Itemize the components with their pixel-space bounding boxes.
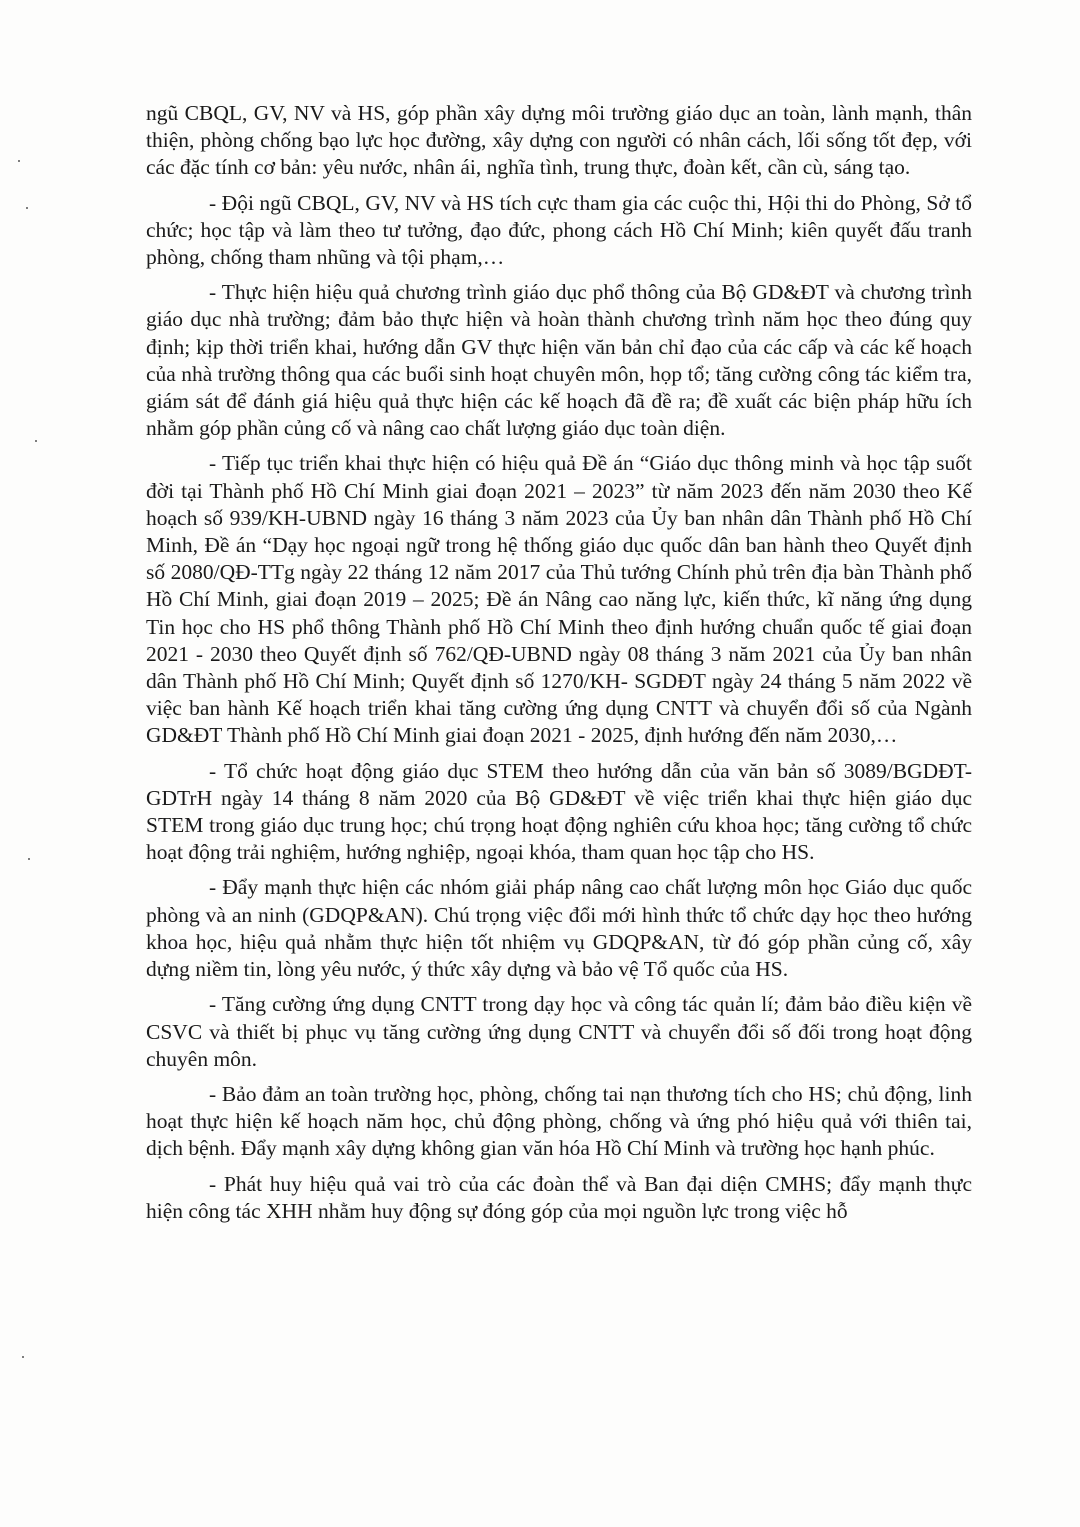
paragraph-continuation: ngũ CBQL, GV, NV và HS, góp phần xây dựng môi trường giáo dục an toàn, lành mạnh, thân thiện, phòng chống bạo lực học đường, xây dựng con người có nhân cách, lối sống tốt đẹp, với các đặc tính cơ bản: yêu nước, nhân ái, nghĩa tình, trung thực, đoàn kết, cần cù, sáng tạo. <box>146 101 972 180</box>
paragraph-cntt: - Tăng cường ứng dụng CNTT trong dạy học và công tác quản lí; đảm bảo điều kiện về CSVC và thiết bị phục vụ tăng cường ứng dụng CNTT và chuyển đổi số đối trong hoạt động chuyên môn. <box>146 992 972 1071</box>
document-body <box>146 100 972 1233</box>
paragraph-stem: - Tổ chức hoạt động giáo dục STEM theo hướng dẫn của văn bản số 3089/BGDĐT-GDTrH ngày 14 tháng 8 năm 2020 của Bộ GD&ĐT về việc triển khai thực hiện giáo dục STEM trong giáo dục trung học; chú trọng hoạt động nghiên cứu khoa học; tăng cường tổ chức hoạt động trải nghiệm, hướng nghiệp, ngoại khóa, tham quan học tập cho HS. <box>146 758 972 865</box>
paragraph-contests: - Đội ngũ CBQL, GV, NV và HS tích cực tham gia các cuộc thi, Hội thi do Phòng, Sở tổ chức; học tập và làm theo tư tưởng, đạo đức, phong cách Hồ Chí Minh; kiên quyết đấu tranh phòng, chống tham nhũng và tội phạm,… <box>146 190 972 270</box>
paragraph-safety: - Bảo đảm an toàn trường học, phòng, chống tai nạn thương tích cho HS; chủ động, linh hoạt thực hiện kế hoạch năm học, chủ động phòng, chống và ứng phó hiệu quả với thiên tai, dịch bệnh. Đẩy mạnh xây dựng không gian văn hóa Hồ Chí Minh và trường học hạnh phúc. <box>146 1081 972 1161</box>
scan-speck <box>18 160 20 162</box>
paragraph-curriculum: - Thực hiện hiệu quả chương trình giáo dục phổ thông của Bộ GD&ĐT và chương trình giáo dục nhà trường; đảm bảo thực hiện và hoàn thành chương trình năm học theo đúng quy định; kịp thời triển khai, hướng dẫn GV thực hiện văn bản chỉ đạo của các cấp và các kế hoạch của nhà trường thông qua các buổi sinh hoạt chuyên môn, họp tổ; tăng cường công tác kiểm tra, giám sát để đánh giá hiệu quả thực hiện các kế hoạch đã đề ra; đề xuất các biện pháp hữu ích nhằm góp phần củng cố và nâng cao chất lượng giáo dục toàn diện. <box>146 280 972 441</box>
paragraph-gdqp: - Đẩy mạnh thực hiện các nhóm giải pháp nâng cao chất lượng môn học Giáo dục quốc phòng và an ninh (GDQP&AN). Chú trọng việc đổi mới hình thức tổ chức dạy học theo hướng khoa học, hiệu quả nhằm thực hiện tốt nhiệm vụ GDQP&AN, từ đó góp phần củng cố, xây dựng niềm tin, lòng yêu nước, ý thức xây dựng và bảo vệ Tổ quốc của HS. <box>146 875 972 982</box>
paragraph-organizations: - Phát huy hiệu quả vai trò của các đoàn thể và Ban đại diện CMHS; đẩy mạnh thực hiện công tác XHH nhằm huy động sự đóng góp của mọi nguồn lực trong việc hỗ <box>146 1171 972 1223</box>
scan-speck <box>28 858 30 860</box>
paragraph-smart-education: - Tiếp tục triển khai thực hiện có hiệu quả Đề án “Giáo dục thông minh và học tập suốt đời tại Thành phố Hồ Chí Minh giai đoạn 2021 – 2023” từ năm 2023 đến năm 2030 theo Kế hoạch số 939/KH-UBND ngày 16 tháng 3 năm 2023 của Ủy ban nhân dân Thành phố Hồ Chí Minh, Đề án “Dạy học ngoại ngữ trong hệ thống giáo dục quốc dân ban hành theo Quyết định số 2080/QĐ-TTg ngày 22 tháng 12 năm 2017 của Thủ tướng Chính phủ trên địa bàn Thành phố Hồ Chí Minh, giai đoạn 2019 – 2025; Đề án Nâng cao năng lực, kiến thức, kĩ năng ứng dụng Tin học cho HS phổ thông Thành phố Hồ Chí Minh theo định hướng chuẩn quốc tế giai đoạn 2021 - 2030 theo Quyết định số 762/QĐ-UBND ngày 08 tháng 3 năm 2021 của Ủy ban nhân dân Thành phố Hồ Chí Minh; Quyết định số 1270/KH- SGDĐT ngày 24 tháng 5 năm 2022 về việc ban hành Kế hoạch triển khai tăng cường ứng dụng CNTT và chuyển đổi số của Ngành GD&ĐT Thành phố Hồ Chí Minh giai đoạn 2021 - 2025, định hướng đến năm 2030,… <box>146 451 972 748</box>
scan-speck <box>35 440 37 442</box>
scan-speck <box>26 207 28 209</box>
scan-speck <box>22 1356 24 1358</box>
